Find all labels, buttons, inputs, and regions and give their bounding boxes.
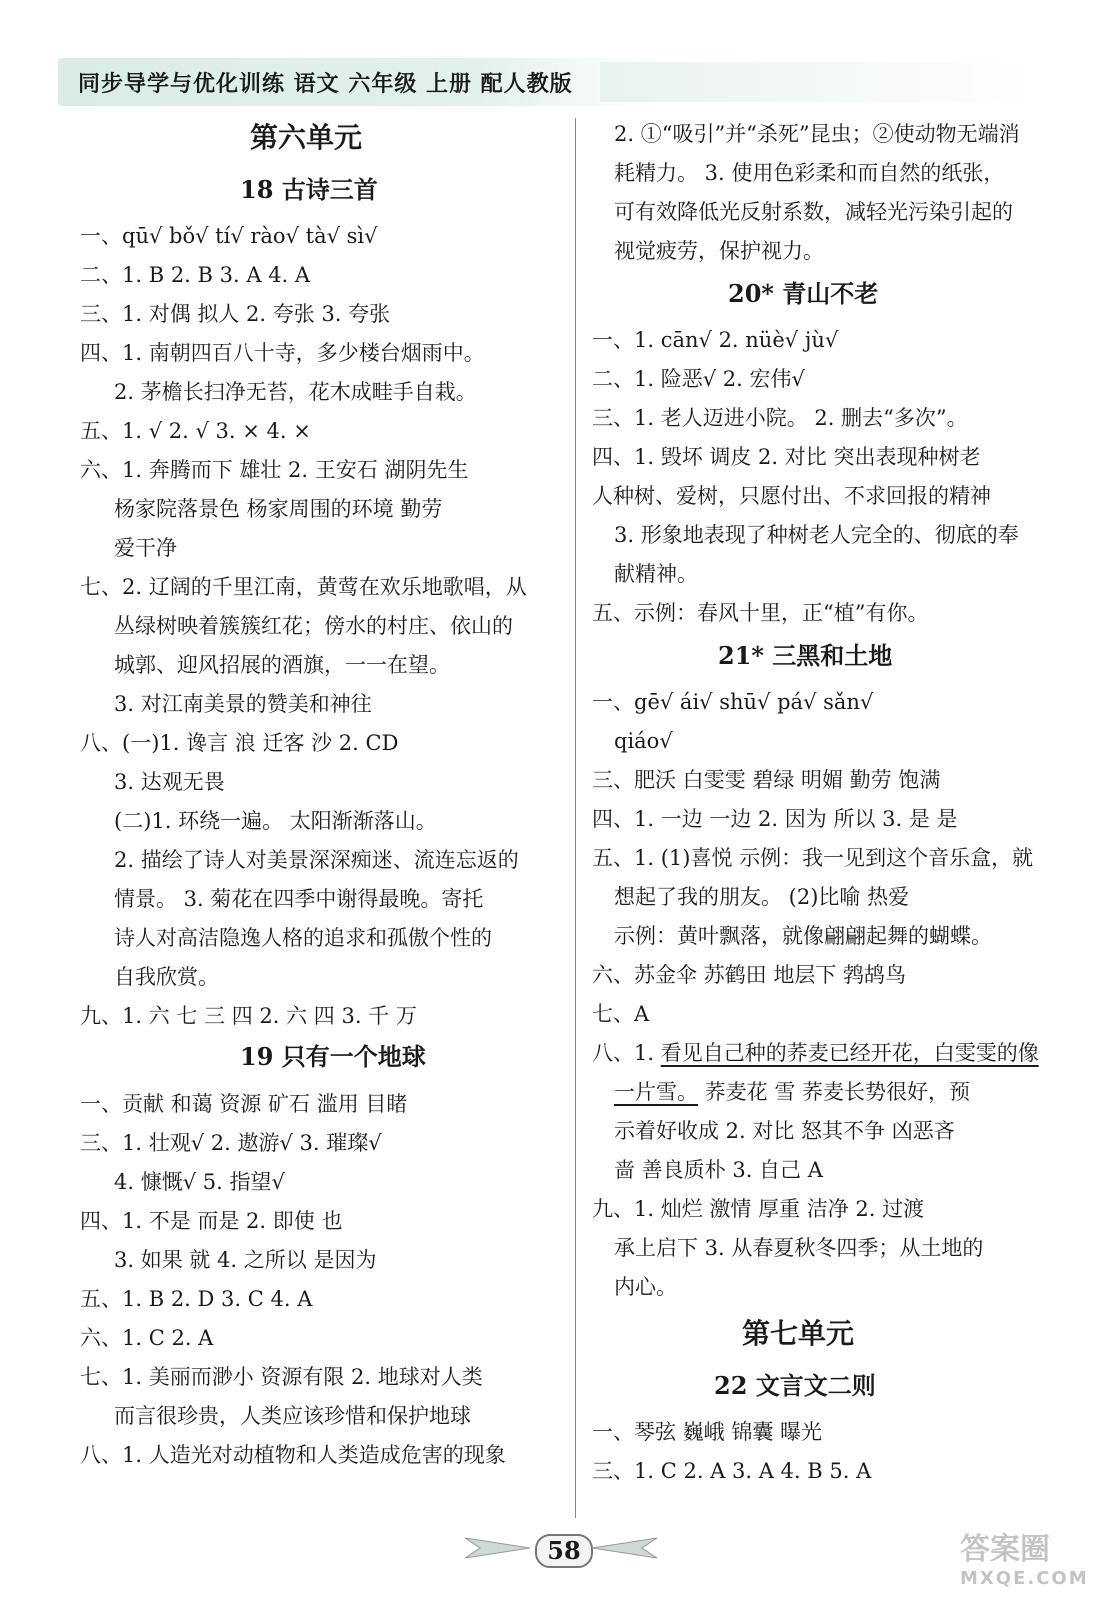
answer-line: 九、1. 灿烂 激情 厚重 洁净 2. 过渡 <box>592 1197 925 1221</box>
answer-line: 杨家院落景色 杨家周围的环境 勤劳 <box>114 497 443 521</box>
lesson-title: 22 文言文二则 <box>714 1371 876 1400</box>
answer-line: 四、1. 毁坏 调皮 2. 对比 突出表现种树老 <box>592 445 981 469</box>
answer-line: 情景。 3. 菊花在四季中谢得最晚。寄托 <box>114 887 484 911</box>
answer-line: 三、1. 对偶 拟人 2. 夸张 3. 夸张 <box>80 302 391 326</box>
unit-title: 第六单元 <box>250 121 363 154</box>
answer-line: 示着好收成 2. 对比 怒其不争 凶恶吝 <box>614 1119 955 1143</box>
unit-title: 第七单元 <box>742 1317 855 1350</box>
header-banner <box>58 58 658 106</box>
underlined-answer: 看见自己种的荞麦已经开花，白雯雯的像 <box>660 1041 1039 1065</box>
answer-line: 八、(一)1. 谗言 浪 迁客 沙 2. CD <box>80 731 399 755</box>
answer-line: 三、1. 壮观√ 2. 遨游√ 3. 璀璨√ <box>80 1131 382 1155</box>
right-wing-ornament-icon <box>592 1536 662 1560</box>
answer-line: 四、1. 一边 一边 2. 因为 所以 3. 是 是 <box>592 807 958 831</box>
answer-line: 想起了我的朋友。 (2)比喻 热爱 <box>614 885 910 909</box>
answer-line: 五、1. B 2. D 3. C 4. A <box>80 1287 313 1311</box>
answer-line: 一、1. cān√ 2. nüè√ jù√ <box>592 328 839 352</box>
answer-line: 自我欣赏。 <box>114 965 219 989</box>
answer-line: 四、1. 不是 而是 2. 即使 也 <box>80 1209 343 1233</box>
answer-line: 承上启下 3. 从春夏秋冬四季；从土地的 <box>614 1236 984 1260</box>
answer-line: 五、示例：春风十里，正“植”有你。 <box>592 601 929 625</box>
watermark <box>960 1524 1090 1596</box>
answer-line: 丛绿树映着簇簇红花；傍水的村庄、依山的 <box>114 614 513 638</box>
answer-line: 2. 茅檐长扫净无苔，花木成畦手自栽。 <box>114 380 477 404</box>
answer-line: 献精神。 <box>614 562 698 586</box>
underlined-answer: 一片雪。 <box>614 1080 698 1104</box>
watermark-url: MXQE.COM <box>960 1568 1089 1589</box>
answer-line: 内心。 <box>614 1275 677 1299</box>
answer-line: 3. 如果 就 4. 之所以 是因为 <box>114 1248 377 1272</box>
answer-line: 七、2. 辽阔的千里江南，黄莺在欢乐地歌唱，从 <box>80 575 527 599</box>
answer-line: 三、肥沃 白雯雯 碧绿 明媚 勤劳 饱满 <box>592 768 941 792</box>
lesson-title: 18 古诗三首 <box>240 175 378 204</box>
watermark-logo: 答案圈 <box>960 1532 1050 1567</box>
answer-line: 四、1. 南朝四百八十寺，多少楼台烟雨中。 <box>80 341 485 365</box>
answer-line: 视觉疲劳，保护视力。 <box>614 239 824 263</box>
lesson-title: 20* 青山不老 <box>728 279 879 308</box>
answer-line: 五、1. √ 2. √ 3. × 4. × <box>80 419 311 443</box>
answer-line: 七、1. 美丽而渺小 资源有限 2. 地球对人类 <box>80 1365 483 1389</box>
page-footer <box>460 1528 660 1568</box>
book-title: 同步导学与优化训练 语文 六年级 上册 配人教版 <box>78 71 573 97</box>
answer-line: 3. 形象地表现了种树老人完全的、彻底的奉 <box>614 523 1019 547</box>
answer-line: 二、1. 险恶√ 2. 宏伟√ <box>592 367 805 391</box>
column-divider <box>575 118 576 1518</box>
answer-line: 人种树、爱树，只愿付出、不求回报的精神 <box>592 484 991 508</box>
answer-line: 耗精力。 3. 使用色彩柔和而自然的纸张， <box>614 161 1005 185</box>
answer-line: 诗人对高洁隐逸人格的追求和孤傲个性的 <box>114 926 492 950</box>
answer-line: 三、1. 老人迈进小院。 2. 删去“多次”。 <box>592 406 968 430</box>
answer-line <box>580 1082 970 1103</box>
answer-line: 五、1. (1)喜悦 示例：我一见到这个音乐盒，就 <box>592 846 1034 870</box>
answer-line: 九、1. 六 七 三 四 2. 六 四 3. 千 万 <box>80 1004 417 1028</box>
answer-line: 八、1. 人造光对动植物和人类造成危害的现象 <box>80 1443 506 1467</box>
page-number: 58 <box>535 1534 593 1568</box>
answer-line: 一、qū√ bǒ√ tí√ rào√ tà√ sì√ <box>80 224 378 248</box>
answer-line: 可有效降低光反射系数，减轻光污染引起的 <box>614 200 1013 224</box>
answer-line: 一、琴弦 巍峨 锦囊 曝光 <box>592 1420 823 1444</box>
answer-line: 3. 对江南美景的赞美和神往 <box>114 692 372 716</box>
answer-line: 示例：黄叶飘落，就像翩翩起舞的蝴蝶。 <box>614 924 992 948</box>
answer-prefix: 八、1. <box>592 1041 661 1065</box>
left-wing-ornament-icon <box>460 1536 530 1560</box>
answer-line: 一、gē√ ái√ shū√ pá√ sǎn√ <box>592 690 874 714</box>
answer-line: 六、1. 奔腾而下 雄壮 2. 王安石 湖阴先生 <box>80 458 469 482</box>
answer-line: 七、A <box>592 1002 650 1026</box>
answer-line: 2. ①“吸引”并“杀死”昆虫；②使动物无端消 <box>614 122 1020 146</box>
answer-line: 一、贡献 和蔼 资源 矿石 滥用 目睹 <box>80 1092 408 1116</box>
answer-line: 4. 慷慨√ 5. 指望√ <box>114 1170 285 1194</box>
answer-line: 三、1. C 2. A 3. A 4. B 5. A <box>592 1459 872 1483</box>
lesson-title: 21* 三黑和土地 <box>718 641 893 670</box>
answer-line <box>592 1043 1039 1064</box>
answer-line: 啬 善良质朴 3. 自己 A <box>614 1158 823 1182</box>
answer-text: 荞麦花 雪 荞麦长势很好，预 <box>698 1080 971 1104</box>
answer-line: 爱干净 <box>114 536 177 560</box>
answer-line: qiáo√ <box>614 729 673 753</box>
lesson-title: 19 只有一个地球 <box>240 1042 426 1071</box>
answer-line: 3. 达观无畏 <box>114 770 225 794</box>
answer-line: (二)1. 环绕一遍。 太阳渐渐落山。 <box>114 809 437 833</box>
answer-line: 2. 描绘了诗人对美景深深痴迷、流连忘返的 <box>114 848 519 872</box>
answer-line: 而言很珍贵，人类应该珍惜和保护地球 <box>114 1404 471 1428</box>
answer-line: 六、1. C 2. A <box>80 1326 214 1350</box>
answer-line: 二、1. B 2. B 3. A 4. A <box>80 263 311 287</box>
header-decoration <box>600 62 1040 102</box>
answer-line: 六、苏金伞 苏鹤田 地层下 鹁鸪鸟 <box>592 963 907 987</box>
answer-line: 城郭、迎风招展的酒旗，一一在望。 <box>114 653 450 677</box>
